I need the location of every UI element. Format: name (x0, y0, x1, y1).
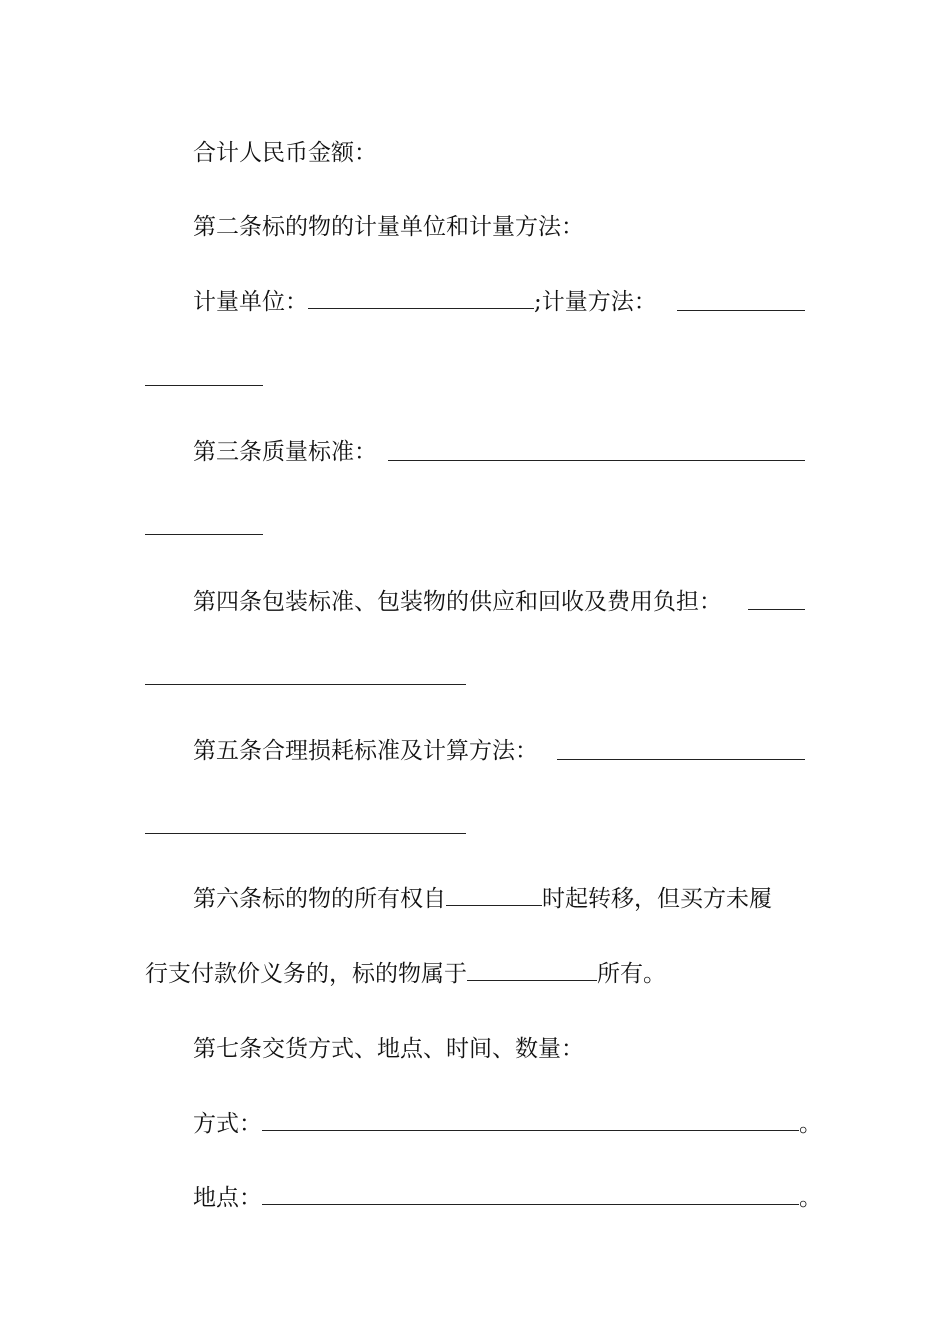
article6-line2 (145, 959, 666, 989)
ownership-holder-blank[interactable] (467, 960, 597, 981)
measure-method-label: ;计量方法： (534, 289, 657, 315)
measure-method-blank-continued[interactable] (145, 385, 263, 386)
packaging-blank[interactable] (748, 609, 805, 610)
method-label: 方式： (193, 1111, 262, 1137)
article6-text-part1: 第六条标的物的所有权自 (193, 886, 446, 912)
measure-method-blank[interactable] (677, 310, 805, 311)
location-period: 。 (799, 1185, 822, 1211)
article6-text-part2: 时起转移，但买方未履 (542, 886, 772, 912)
total-amount-line (193, 138, 377, 168)
method-line (193, 1109, 822, 1139)
packaging-blank-continued[interactable] (145, 684, 466, 685)
quality-standard-blank[interactable] (388, 460, 805, 461)
article5-label: 第五条合理损耗标准及计算方法： (193, 738, 538, 764)
loss-standard-blank[interactable] (557, 759, 805, 760)
ownership-transfer-blank[interactable] (446, 885, 542, 906)
article5-line (193, 736, 538, 766)
method-period: 。 (799, 1111, 822, 1137)
article2-title (193, 212, 584, 242)
article6-line2-text-part1: 行支付款价义务的，标的物属于 (145, 961, 467, 987)
article3-label: 第三条质量标准： (193, 439, 377, 465)
article4-label: 第四条包装标准、包装物的供应和回收及费用负担： (193, 589, 722, 615)
measure-unit-label: 计量单位： (193, 289, 308, 315)
article3-line (193, 437, 377, 467)
measure-unit-blank[interactable] (308, 288, 534, 309)
article4-line (193, 587, 722, 617)
loss-standard-blank-continued[interactable] (145, 833, 466, 834)
quality-standard-blank-continued[interactable] (145, 534, 263, 535)
location-label: 地点： (193, 1185, 262, 1211)
article7-title-text: 第七条交货方式、地点、时间、数量： (193, 1036, 584, 1062)
location-line (193, 1183, 822, 1213)
article2-title-text: 第二条标的物的计量单位和计量方法： (193, 214, 584, 240)
article7-title (193, 1034, 584, 1064)
article6-line1 (193, 884, 772, 914)
delivery-location-blank[interactable] (262, 1184, 799, 1205)
measure-line (193, 287, 657, 317)
article6-line2-text-part2: 所有。 (597, 961, 666, 987)
delivery-method-blank[interactable] (262, 1110, 799, 1131)
total-amount-label: 合计人民币金额： (193, 140, 377, 166)
